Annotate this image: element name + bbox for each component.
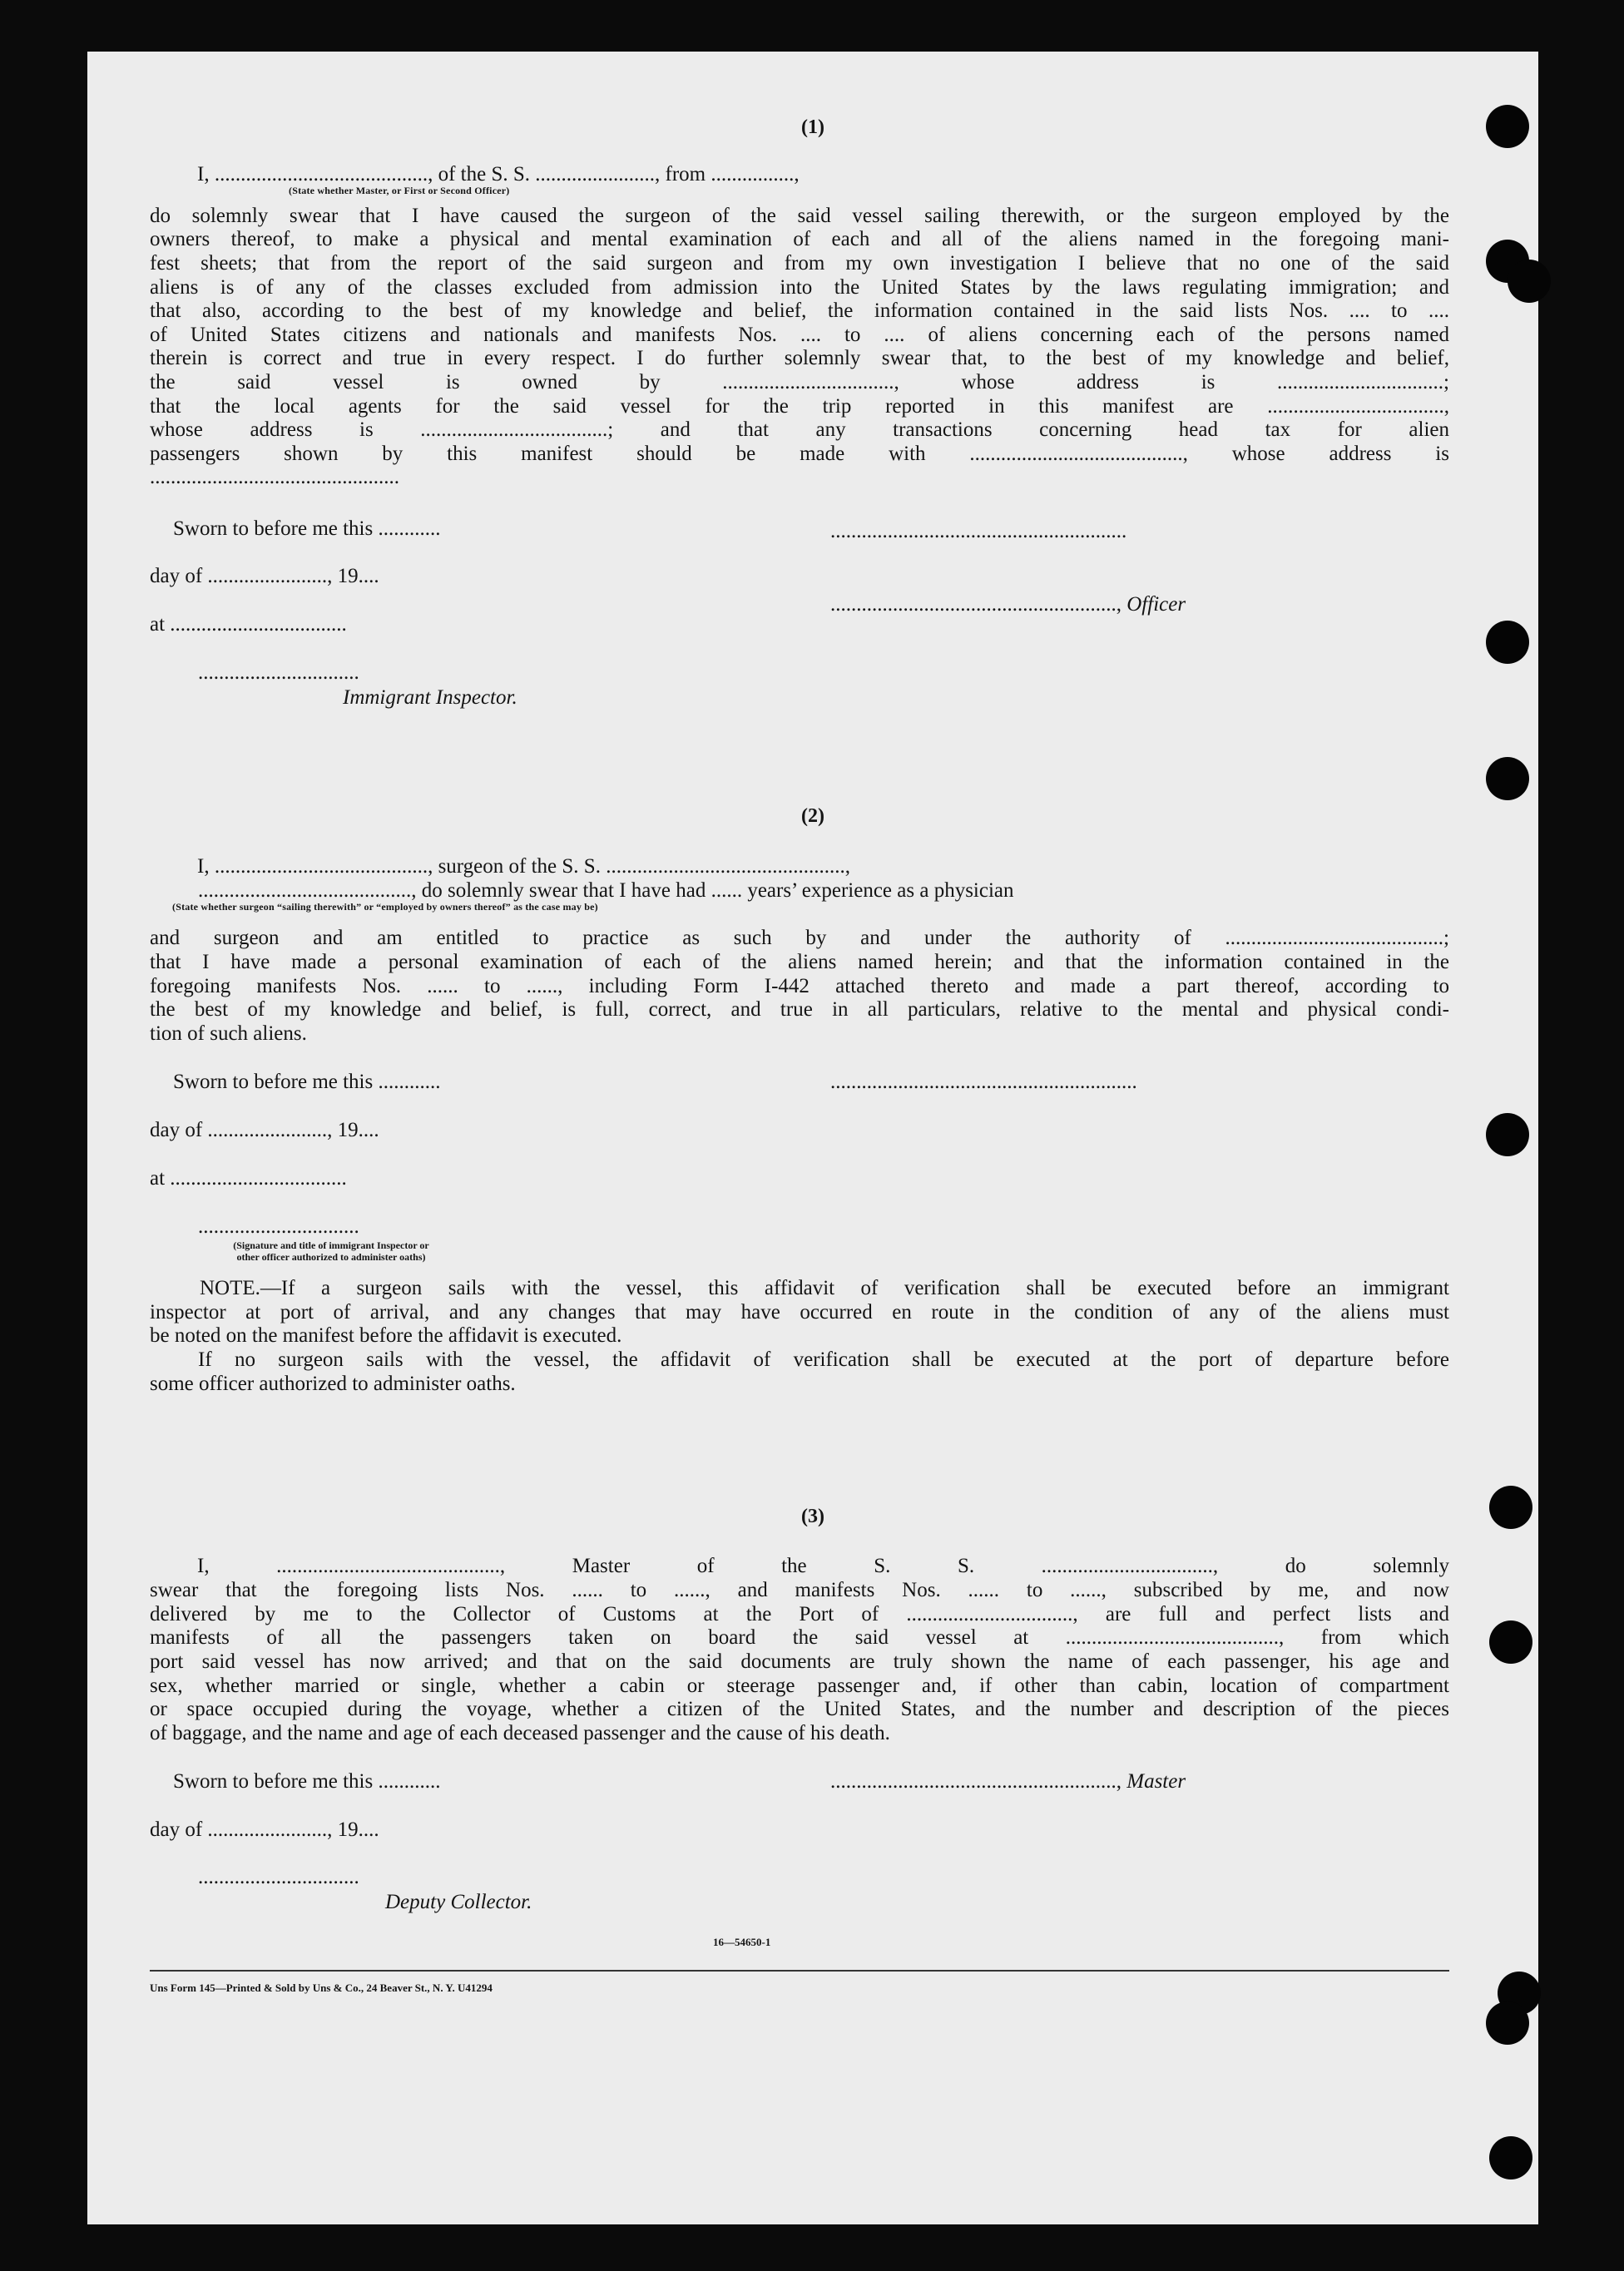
note-line bbox=[150, 1277, 1449, 1301]
paragraph-line: I, ..........................................., Master of the S. S. ................................., do solemnly bbox=[197, 1555, 1449, 1577]
paragraph-line: sex, whether married or single, whether a cabin or steerage passenger and, if other than cabin, location of compartment bbox=[150, 1675, 1449, 1697]
note-line: be noted on the manifest before the affidavit is executed. bbox=[150, 1324, 622, 1347]
section-3-signature-line: ............................... bbox=[198, 1866, 359, 1888]
section-2-number: (2) bbox=[801, 805, 824, 827]
section-1-signature-line: ............................... bbox=[198, 661, 359, 684]
punch-hole bbox=[1486, 105, 1529, 148]
paragraph-line: ................................................ bbox=[150, 466, 399, 488]
note-text: NOTE.—If a surgeon sails with the vessel, this affidavit of verification shall be executed before an immigrant bbox=[200, 1277, 1449, 1299]
form-page bbox=[87, 52, 1538, 2224]
master-label: Master bbox=[1126, 1770, 1186, 1793]
paragraph-line: the said vessel is owned by ................................., whose address is ................................; bbox=[150, 371, 1449, 393]
paragraph-line: that also, according to the best of my knowledge and belief, the information contained in the said lists Nos. .... to .... bbox=[150, 299, 1449, 322]
section-1-caption: (State whether Master, or First or Second Officer) bbox=[289, 185, 510, 196]
paragraph-line: swear that the foregoing lists Nos. ...... to ......, and manifests Nos. ...... to ......, subscribed by me, and now bbox=[150, 1579, 1449, 1601]
caption-line: other officer authorized to administer oaths) bbox=[236, 1251, 426, 1263]
section-1-sworn: Sworn to before me this ............ bbox=[173, 517, 441, 540]
section-2-second-line: ........................................., do solemnly swear that I have had ...... years’ experience as a physician bbox=[198, 879, 1014, 902]
section-3-number: (3) bbox=[801, 1506, 824, 1527]
paragraph-line: therein is correct and true in every respect. I do further solemnly swear that, to the best of my knowledge and belief, bbox=[150, 347, 1449, 369]
punch-hole bbox=[1489, 1620, 1532, 1664]
form-number: 16—54650-1 bbox=[713, 1936, 771, 1948]
note-line: inspector at port of arrival, and any changes that may have occurred en route in the condition of any of the aliens must bbox=[150, 1301, 1449, 1324]
section-1-officer-line bbox=[830, 592, 1186, 617]
punch-hole bbox=[1489, 2136, 1532, 2179]
section-1-signature-label: Immigrant Inspector. bbox=[343, 686, 517, 709]
section-1-first-line: I, ........................................., of the S. S. ......................., from ................, bbox=[197, 163, 800, 186]
paragraph-line: that the local agents for the said vessel for the trip reported in this manifest are .................................., bbox=[150, 395, 1449, 418]
paragraph-line: whose address is ....................................; and that any transactions concerning head tax for alien bbox=[150, 418, 1449, 441]
paragraph-line: of baggage, and the name and age of each deceased passenger and the cause of his death. bbox=[150, 1722, 890, 1744]
section-3-signature-label: Deputy Collector. bbox=[385, 1891, 532, 1913]
section-2-first-line: I, ........................................., surgeon of the S. S. .............................................., bbox=[197, 855, 850, 878]
paragraph-line: delivered by me to the Collector of Customs at the Port of ................................, are full and perfect lists and bbox=[150, 1603, 1449, 1625]
section-1-at: at .................................. bbox=[150, 613, 347, 636]
punch-hole bbox=[1508, 260, 1551, 303]
officer-dots: ......................................................., bbox=[830, 593, 1127, 616]
section-2-signature-caption bbox=[198, 1239, 464, 1263]
caption-line: (Signature and title of immigrant Inspector or bbox=[233, 1239, 429, 1251]
section-2-caption: (State whether surgeon “sailing therewith” or “employed by owners thereof” as the case may be) bbox=[172, 901, 598, 913]
paragraph-line: tion of such aliens. bbox=[150, 1022, 307, 1045]
officer-label: Officer bbox=[1126, 593, 1186, 616]
paragraph-line: the best of my knowledge and belief, is full, correct, and true in all particulars, relative to the mental and physical condi- bbox=[150, 998, 1449, 1021]
note-line: some officer authorized to administer oaths. bbox=[150, 1373, 516, 1395]
paragraph-line: passengers shown by this manifest should be made with ........................................., whose address is bbox=[150, 443, 1449, 465]
paragraph-line: that I have made a personal examination of each of the aliens named herein; and that the information contained in the bbox=[150, 951, 1449, 973]
section-2-at: at .................................. bbox=[150, 1167, 347, 1190]
section-2-day: day of ......................., 19.... bbox=[150, 1119, 379, 1141]
section-2-sworn: Sworn to before me this ............ bbox=[173, 1071, 441, 1093]
paragraph-line: do solemnly swear that I have caused the surgeon of the said vessel sailing therewith, or the surgeon employed by the bbox=[150, 205, 1449, 227]
punch-hole bbox=[1486, 2001, 1529, 2045]
section-1-officer-line-upper: ......................................................... bbox=[830, 520, 1127, 542]
paragraph-line: and surgeon and am entitled to practice as such by and under the authority of ..........................................; bbox=[150, 927, 1449, 949]
punch-hole bbox=[1486, 757, 1529, 800]
paragraph-line: of United States citizens and nationals and manifests Nos. .... to .... of aliens concerning each of the persons named bbox=[150, 324, 1449, 346]
master-dots: ......................................................., bbox=[830, 1770, 1127, 1793]
paragraph-line: port said vessel has now arrived; and that on the said documents are truly shown the name of each passenger, his age and bbox=[150, 1650, 1449, 1673]
paragraph-line: aliens is of any of the classes excluded from admission into the United States by the laws regulating immigration; and bbox=[150, 276, 1449, 299]
paragraph-line: fest sheets; that from the report of the said surgeon and from my own investigation I believe that no one of the said bbox=[150, 252, 1449, 275]
paragraph-line: foregoing manifests Nos. ...... to ......, including Form I-442 attached thereto and made a part thereof, according to bbox=[150, 975, 1449, 997]
section-3-day: day of ......................., 19.... bbox=[150, 1818, 379, 1841]
printer-imprint: Uns Form 145—Printed & Sold by Uns & Co., 24 Beaver St., N. Y. U41294 bbox=[150, 1982, 493, 1994]
punch-hole bbox=[1489, 1486, 1532, 1529]
note-line: If no surgeon sails with the vessel, the affidavit of verification shall be executed at the port of departure before bbox=[198, 1348, 1449, 1371]
paragraph-line: owners thereof, to make a physical and mental examination of each and all of the aliens named in the foregoing mani- bbox=[150, 228, 1449, 250]
section-3-sworn: Sworn to before me this ............ bbox=[173, 1770, 441, 1793]
paragraph-line: or space occupied during the voyage, whether a citizen of the United States, and the number and description of the pieces bbox=[150, 1698, 1449, 1720]
paragraph-line: manifests of all the passengers taken on board the said vessel at ........................................., from which bbox=[150, 1626, 1449, 1649]
section-2-signature-line: ............................... bbox=[198, 1215, 359, 1238]
section-3-master-line bbox=[830, 1769, 1186, 1794]
section-1-number: (1) bbox=[801, 116, 824, 138]
footer-rule bbox=[150, 1970, 1449, 1972]
section-2-right-line: ........................................................... bbox=[830, 1071, 1137, 1093]
section-1-day: day of ......................., 19.... bbox=[150, 565, 379, 587]
punch-hole bbox=[1486, 621, 1529, 664]
punch-hole bbox=[1486, 1113, 1529, 1156]
